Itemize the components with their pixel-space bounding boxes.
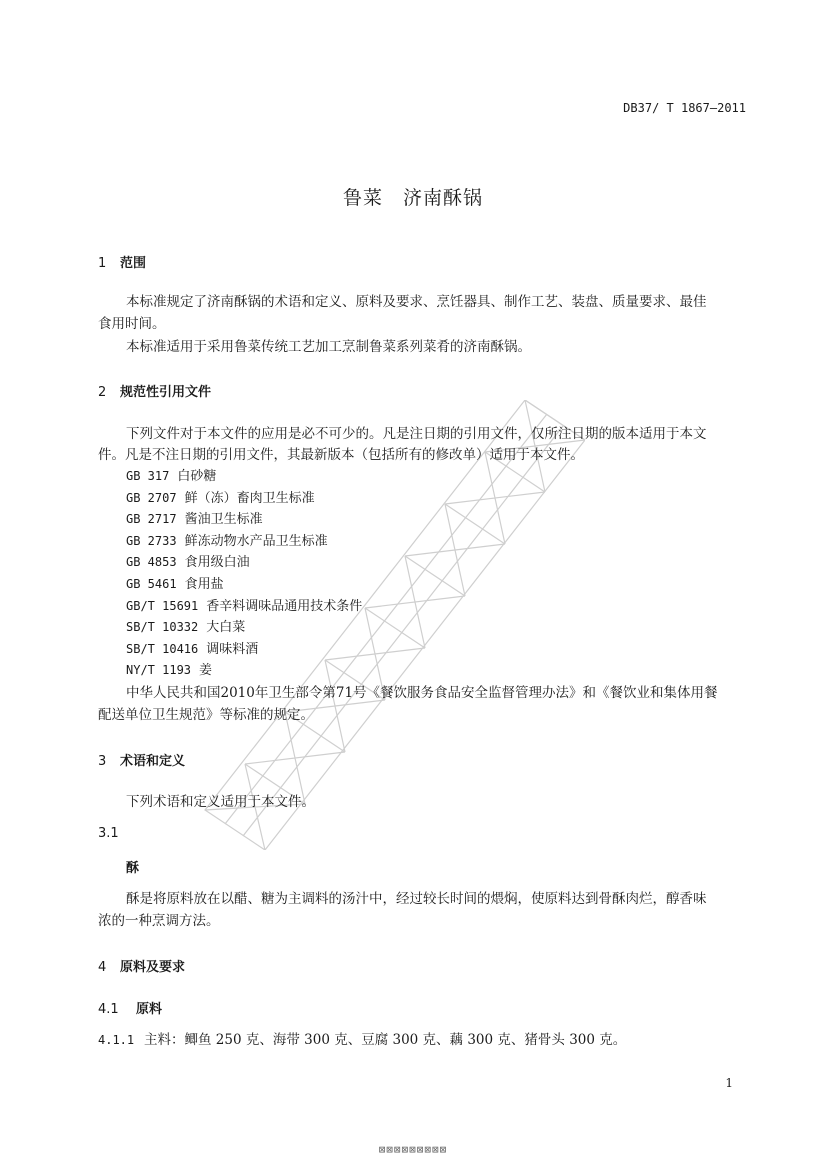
section-2-paragraph-1-line-2: 件。凡是不注日期的引用文件，其最新版本（包括所有的修改单）适用于本文件。 bbox=[98, 447, 584, 463]
section-1-paragraph-1-line-2: 食用时间。 bbox=[98, 316, 166, 332]
reference-item: GB 4853 食用级白油 bbox=[126, 555, 250, 571]
section-number: 2 bbox=[98, 385, 107, 400]
section-1-paragraph-1-line-1: 本标准规定了济南酥锅的术语和定义、原料及要求、烹饪器具、制作工艺、装盘、质量要求、最佳 bbox=[126, 294, 707, 310]
section-title: 原料及要求 bbox=[120, 960, 186, 975]
reference-item: SB/T 10416 调味料酒 bbox=[126, 641, 259, 657]
term-heading: 酥 bbox=[126, 861, 140, 876]
section-number: 1 bbox=[98, 256, 107, 271]
footer-watermark-text: ⊠⊠⊠⊠⊠⊠⊠⊠⊠ bbox=[378, 1143, 448, 1156]
reference-item: GB 2717 酱油卫生标准 bbox=[126, 512, 263, 528]
reference-item: GB 2707 鲜（冻）畜肉卫生标准 bbox=[126, 490, 315, 506]
section-3-paragraph-1: 下列术语和定义适用于本文件。 bbox=[126, 794, 315, 810]
section-2-heading bbox=[98, 381, 211, 400]
section-2-paragraph-2-line-2: 配送单位卫生规范》等标准的规定。 bbox=[98, 707, 314, 723]
reference-list bbox=[126, 466, 362, 682]
reference-item: GB 317 白砂糖 bbox=[126, 469, 217, 484]
item-text: 主料：鲫鱼 250 克、海带 300 克、豆腐 300 克、藕 300 克、猪骨头 300 克。 bbox=[144, 1032, 627, 1048]
section-number: 3 bbox=[98, 754, 107, 769]
item-4-1-1 bbox=[98, 1029, 626, 1051]
subsection-3-1-number: 3.1 bbox=[98, 826, 119, 841]
reference-item: NY/T 1193 姜 bbox=[126, 663, 213, 679]
subsection-number: 4.1 bbox=[98, 1002, 119, 1017]
section-title: 范围 bbox=[120, 256, 147, 271]
standard-number: DB37/ T 1867—2011 bbox=[623, 101, 746, 115]
section-2-paragraph-1-line-1: 下列文件对于本文件的应用是必不可少的。凡是注日期的引用文件，仅所注日期的版本适用于本文 bbox=[126, 426, 707, 442]
term-definition-line-2: 浓的一种烹调方法。 bbox=[98, 913, 220, 929]
reference-item: GB 5461 食用盐 bbox=[126, 576, 224, 592]
subsection-4-1-heading bbox=[98, 998, 162, 1017]
term-definition-line-1: 酥是将原料放在以醋、糖为主调料的汤汁中，经过较长时间的煨焖，使原料达到骨酥肉烂，醇香味 bbox=[126, 891, 707, 907]
section-title: 规范性引用文件 bbox=[120, 385, 212, 400]
reference-item: GB/T 15691 香辛料调味品通用技术条件 bbox=[126, 598, 363, 614]
item-number: 4.1.1 bbox=[98, 1033, 135, 1047]
section-1-paragraph-2: 本标准适用于采用鲁菜传统工艺加工烹制鲁菜系列菜肴的济南酥锅。 bbox=[126, 339, 531, 355]
section-number: 4 bbox=[98, 960, 107, 975]
reference-item: SB/T 10332 大白菜 bbox=[126, 620, 246, 636]
section-title: 术语和定义 bbox=[120, 754, 186, 769]
section-1-heading bbox=[98, 252, 146, 271]
section-2-paragraph-2-line-1: 中华人民共和国2010年卫生部令第71号《餐饮服务食品安全监督管理办法》和《餐饮业和集体用餐 bbox=[126, 685, 718, 701]
section-4-heading bbox=[98, 956, 185, 975]
reference-item: GB 2733 鲜冻动物水产品卫生标准 bbox=[126, 533, 328, 549]
subsection-title: 原料 bbox=[136, 1002, 163, 1017]
document-title: 鲁菜 济南酥锅 bbox=[342, 187, 483, 209]
section-3-heading bbox=[98, 750, 185, 769]
page-number: 1 bbox=[725, 1076, 733, 1090]
